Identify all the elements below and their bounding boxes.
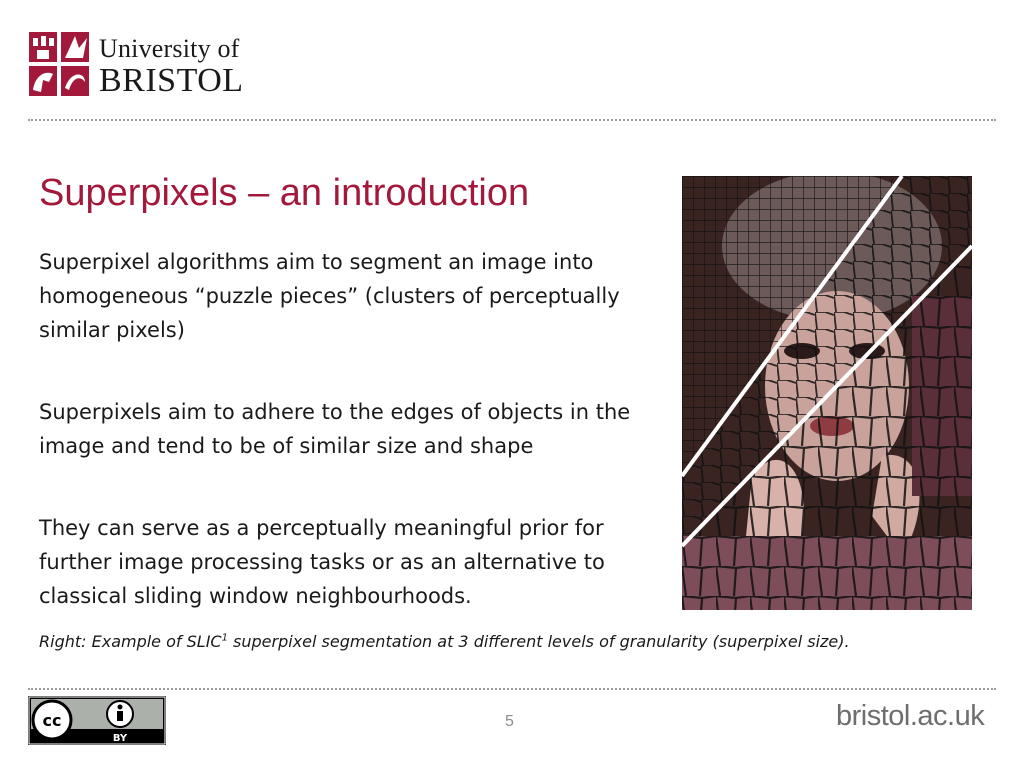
university-crest-icon [27, 30, 91, 98]
paragraph-uses: They can serve as a perceptually meaningful prior for further image processing tasks or as an alternative to classical sliding window neighbourhoods. [39, 516, 605, 608]
caption-suffix: superpixel segmentation at 3 different levels of granularity (superpixel size). [227, 632, 850, 651]
slide-title: Superpixels – an introduction [39, 172, 530, 214]
cc-by-label: BY [112, 733, 128, 744]
logo-line-university: University of [99, 34, 240, 63]
figure-caption [39, 632, 850, 651]
website-url: bristol.ac.uk [836, 700, 985, 732]
page-number: 5 [505, 713, 514, 730]
paragraph-edges: Superpixels aim to adhere to the edges of objects in the image and tend to be of similar size and shape [39, 400, 631, 458]
university-logo [27, 30, 249, 100]
svg-text:cc: cc [42, 711, 62, 730]
caption-footnote-ref: 1 [221, 632, 228, 644]
top-divider [28, 119, 996, 121]
paragraph-intro: Superpixel algorithms aim to segment an image into homogeneous “puzzle pieces” (clusters of perceptually similar pixels) [39, 250, 620, 342]
bottom-divider [28, 688, 996, 690]
cc-by-license-badge [28, 696, 166, 745]
caption-prefix: Right: Example of SLIC [39, 632, 222, 651]
slic-superpixel-figure [682, 176, 972, 610]
logo-line-bristol: BRISTOL [99, 62, 244, 99]
